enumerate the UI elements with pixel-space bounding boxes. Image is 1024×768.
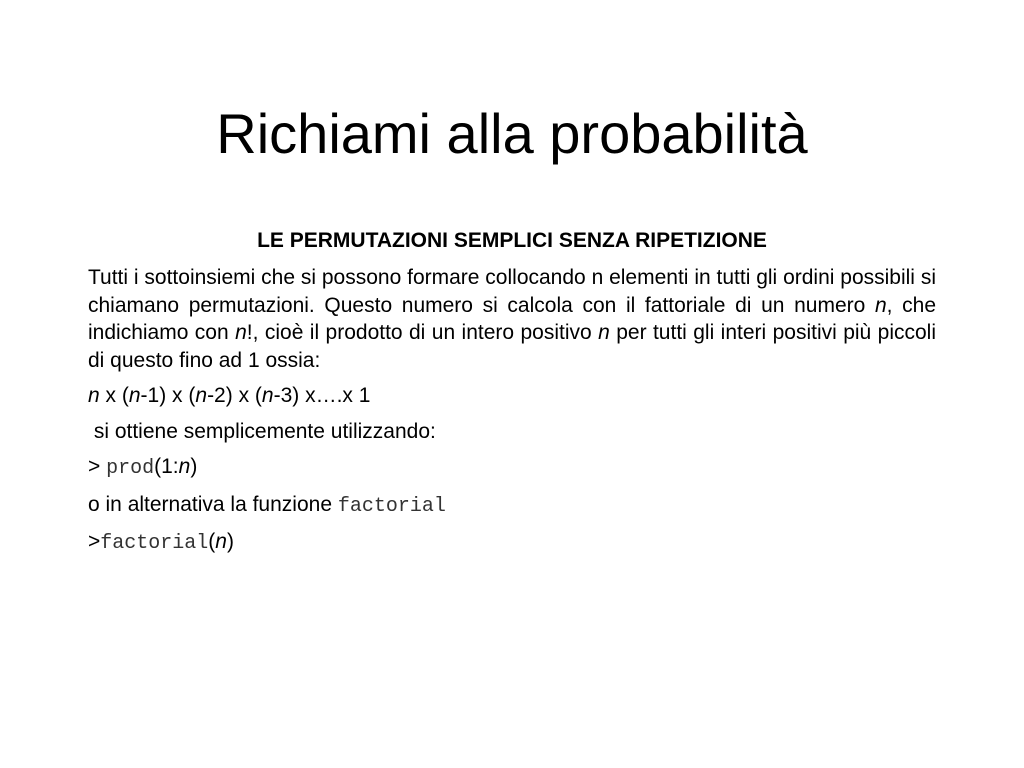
factorial-code-line	[88, 528, 936, 558]
alternative-text: o in alternativa la funzione	[88, 492, 338, 516]
factorial-function: factorial	[337, 494, 446, 518]
variable-n: n	[235, 321, 247, 344]
formula-text: -3) x….x 1	[273, 384, 371, 407]
variable-n: n	[195, 384, 208, 407]
variable-n: n	[874, 293, 887, 317]
prod-code-line	[88, 453, 936, 483]
variable-n: n	[178, 455, 191, 478]
paragraph-text: , che indichiamo con	[88, 293, 936, 344]
obtained-text: si ottiene semplicemente utilizzando:	[88, 419, 436, 443]
prompt-symbol: >	[88, 530, 101, 553]
prod-function: prod	[106, 457, 155, 480]
paragraph-text: per tutti gli interi positivi più piccoli di questo fino ad 1 ossia:	[88, 321, 936, 372]
code-text: (	[208, 530, 216, 553]
code-text: )	[226, 530, 234, 553]
code-text: )	[190, 455, 198, 478]
factorial-formula	[88, 382, 936, 410]
paragraph-text: Tutti i sottoinsiemi che si possono formare collocando n elementi in tutti gli ordini possibili si chiamano permutazioni. Questo numero si calcola con il fattoriale di un numero	[88, 266, 936, 317]
definition-paragraph	[88, 264, 936, 374]
paragraph-text: !, cioè il prodotto di un intero positivo	[246, 321, 599, 344]
variable-n: n	[261, 384, 274, 407]
factorial-function: factorial	[100, 532, 209, 555]
formula-text: x (	[99, 384, 129, 407]
slide-content	[88, 226, 936, 566]
prompt-symbol: >	[88, 455, 107, 478]
section-subtitle: LE PERMUTAZIONI SEMPLICI SENZA RIPETIZIONE	[257, 229, 767, 252]
variable-n: n	[598, 321, 610, 344]
slide-title: Richiami alla probabilità	[216, 102, 808, 165]
variable-n: n	[88, 384, 100, 407]
alternative-line	[88, 491, 936, 521]
code-text: (1:	[154, 455, 179, 478]
formula-text: -1) x (	[140, 384, 196, 407]
formula-text: -2) x (	[207, 384, 262, 407]
variable-n: n	[215, 530, 227, 553]
variable-n: n	[128, 384, 141, 407]
